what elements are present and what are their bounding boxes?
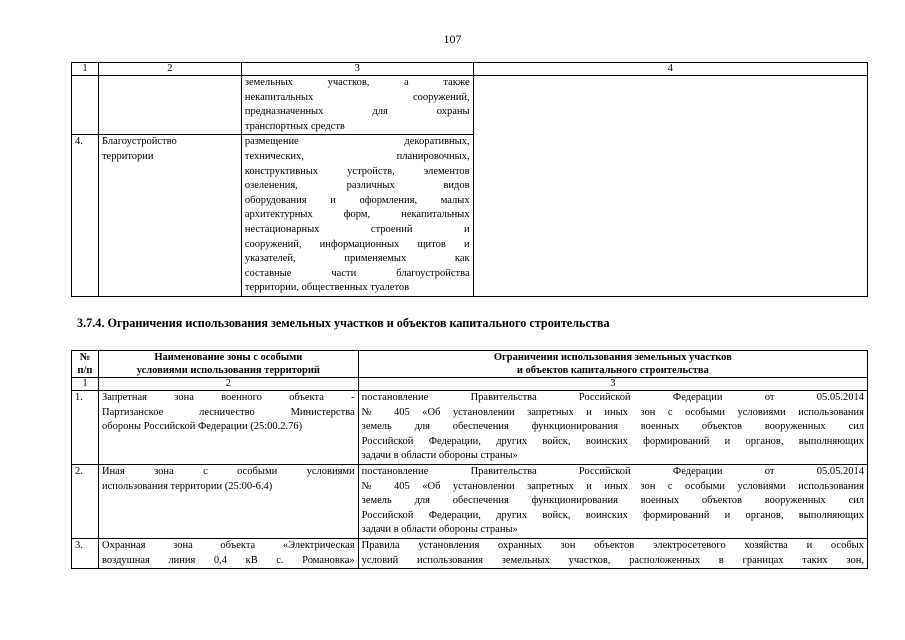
header-number-cell	[72, 351, 99, 378]
text-line: Запретная зона военного объекта -	[101, 392, 355, 403]
text-line: сооружений, информационных щитов и	[244, 238, 470, 250]
text-line: обороны Российской Федерации (25:00.2.76)	[101, 421, 303, 433]
restriction-cell	[358, 538, 867, 568]
zone-name-cell	[98, 464, 358, 538]
section-heading: 3.7.4. Ограничения использования земельных участков и объектов капитального строительства	[77, 316, 610, 330]
text-line: конструктивных устройств, элементов	[244, 165, 470, 177]
col-number: 4	[473, 63, 867, 76]
text-line: задачи в области обороны страны»	[361, 450, 518, 462]
restrictions-table	[71, 350, 868, 569]
text-line: транспортных средств	[244, 120, 345, 132]
text-line: Благоустройство	[101, 136, 177, 148]
text-line: технических, планировочных,	[244, 150, 470, 162]
header-zone-cell	[98, 351, 358, 378]
zone-name-cell	[98, 391, 358, 465]
text-line: Иная зона с особыми условиями	[101, 465, 355, 477]
description-cell	[241, 76, 473, 135]
restriction-cell	[358, 464, 867, 538]
text-line: озеленения, различных видов	[244, 180, 470, 192]
text-line: № 405 «Об установлении запретных и иных зон с особыми условиями использования	[361, 406, 864, 418]
text-line: территории	[101, 150, 154, 162]
col-number: 2	[98, 63, 241, 76]
text-line: земель для обеспечения функционирования военных объектов вооруженных сил	[361, 421, 864, 433]
table-row	[72, 538, 868, 568]
text-line: предназначенных для охраны	[244, 106, 470, 118]
col-number: 1	[72, 63, 99, 76]
text-line: Партизанское лесничество Министерства	[101, 406, 355, 418]
name-cell	[98, 135, 241, 297]
text-line: территории, общественных туалетов	[244, 282, 410, 294]
notes-cell	[473, 76, 867, 297]
text-line: Российской Федерации, других войск, воинских формирований и органов, выполняющих	[361, 509, 864, 521]
header-text: условиями использования территорий	[136, 365, 320, 376]
text-line: архитектурных форм, некапитальных	[244, 209, 470, 221]
text-line: Охранная зона объекта «Электрическая	[101, 539, 355, 551]
header-text: Наименование зоны с особыми	[154, 352, 303, 363]
text-line: некапитальных сооружений,	[244, 91, 470, 103]
row-number-cell	[72, 76, 99, 135]
description-cell	[241, 135, 473, 297]
text-line: Правила установления охранных зон объектов электросетевого хозяйства и особых	[361, 539, 864, 551]
row-number-cell: 1.	[72, 391, 99, 465]
text-line: использования территории (25:00-6.4)	[101, 480, 273, 492]
row-number-cell: 2.	[72, 464, 99, 538]
text-line: условий использования земельных участков, расположенных в границах таких зон,	[361, 554, 864, 566]
name-cell	[98, 76, 241, 135]
text-line: Российской Федерации, других войск, воинских формирований и органов, выполняющих	[361, 435, 864, 447]
col-number: 3	[358, 378, 867, 391]
text-line: размещение декоративных,	[244, 136, 470, 148]
table-header-row	[72, 63, 868, 76]
text-line: указателей, применяемых как	[244, 253, 470, 265]
header-restrictions-cell	[358, 351, 867, 378]
table-header-row	[72, 351, 868, 378]
zone-name-cell	[98, 538, 358, 568]
continuation-table	[71, 62, 868, 297]
page-number: 107	[443, 32, 462, 46]
table-row	[72, 464, 868, 538]
text-line: № 405 «Об установлении запретных и иных зон с особыми условиями использования	[361, 480, 864, 492]
table-row	[72, 391, 868, 465]
column-numbers-row	[72, 378, 868, 391]
header-text: и объектов капитального строительства	[516, 365, 709, 376]
header-text: Ограничения использования земельных участков	[493, 352, 732, 363]
row-number-cell: 4.	[72, 135, 99, 297]
text-line: земель для обеспечения функционирования военных объектов вооруженных сил	[361, 495, 864, 507]
text-line: постановление Правительства Российской Федерации от 05.05.2014	[361, 392, 864, 403]
header-text: №	[79, 352, 91, 363]
restriction-cell	[358, 391, 867, 465]
text-line: составные части благоустройства	[244, 267, 470, 279]
table-row	[72, 76, 868, 135]
text-line: оборудования и оформления, малых	[244, 194, 470, 206]
text-line: воздушная линия 0,4 кВ с. Романовка»	[101, 554, 355, 566]
col-number: 2	[98, 378, 358, 391]
text-line: земельных участков, а также	[244, 77, 470, 88]
row-number-cell: 3.	[72, 538, 99, 568]
header-text: п/п	[77, 365, 93, 376]
text-line: нестационарных строений и	[244, 223, 470, 235]
col-number: 1	[72, 378, 99, 391]
col-number: 3	[241, 63, 473, 76]
text-line: постановление Правительства Российской Федерации от 05.05.2014	[361, 465, 864, 477]
text-line: задачи в области обороны страны»	[361, 524, 518, 536]
